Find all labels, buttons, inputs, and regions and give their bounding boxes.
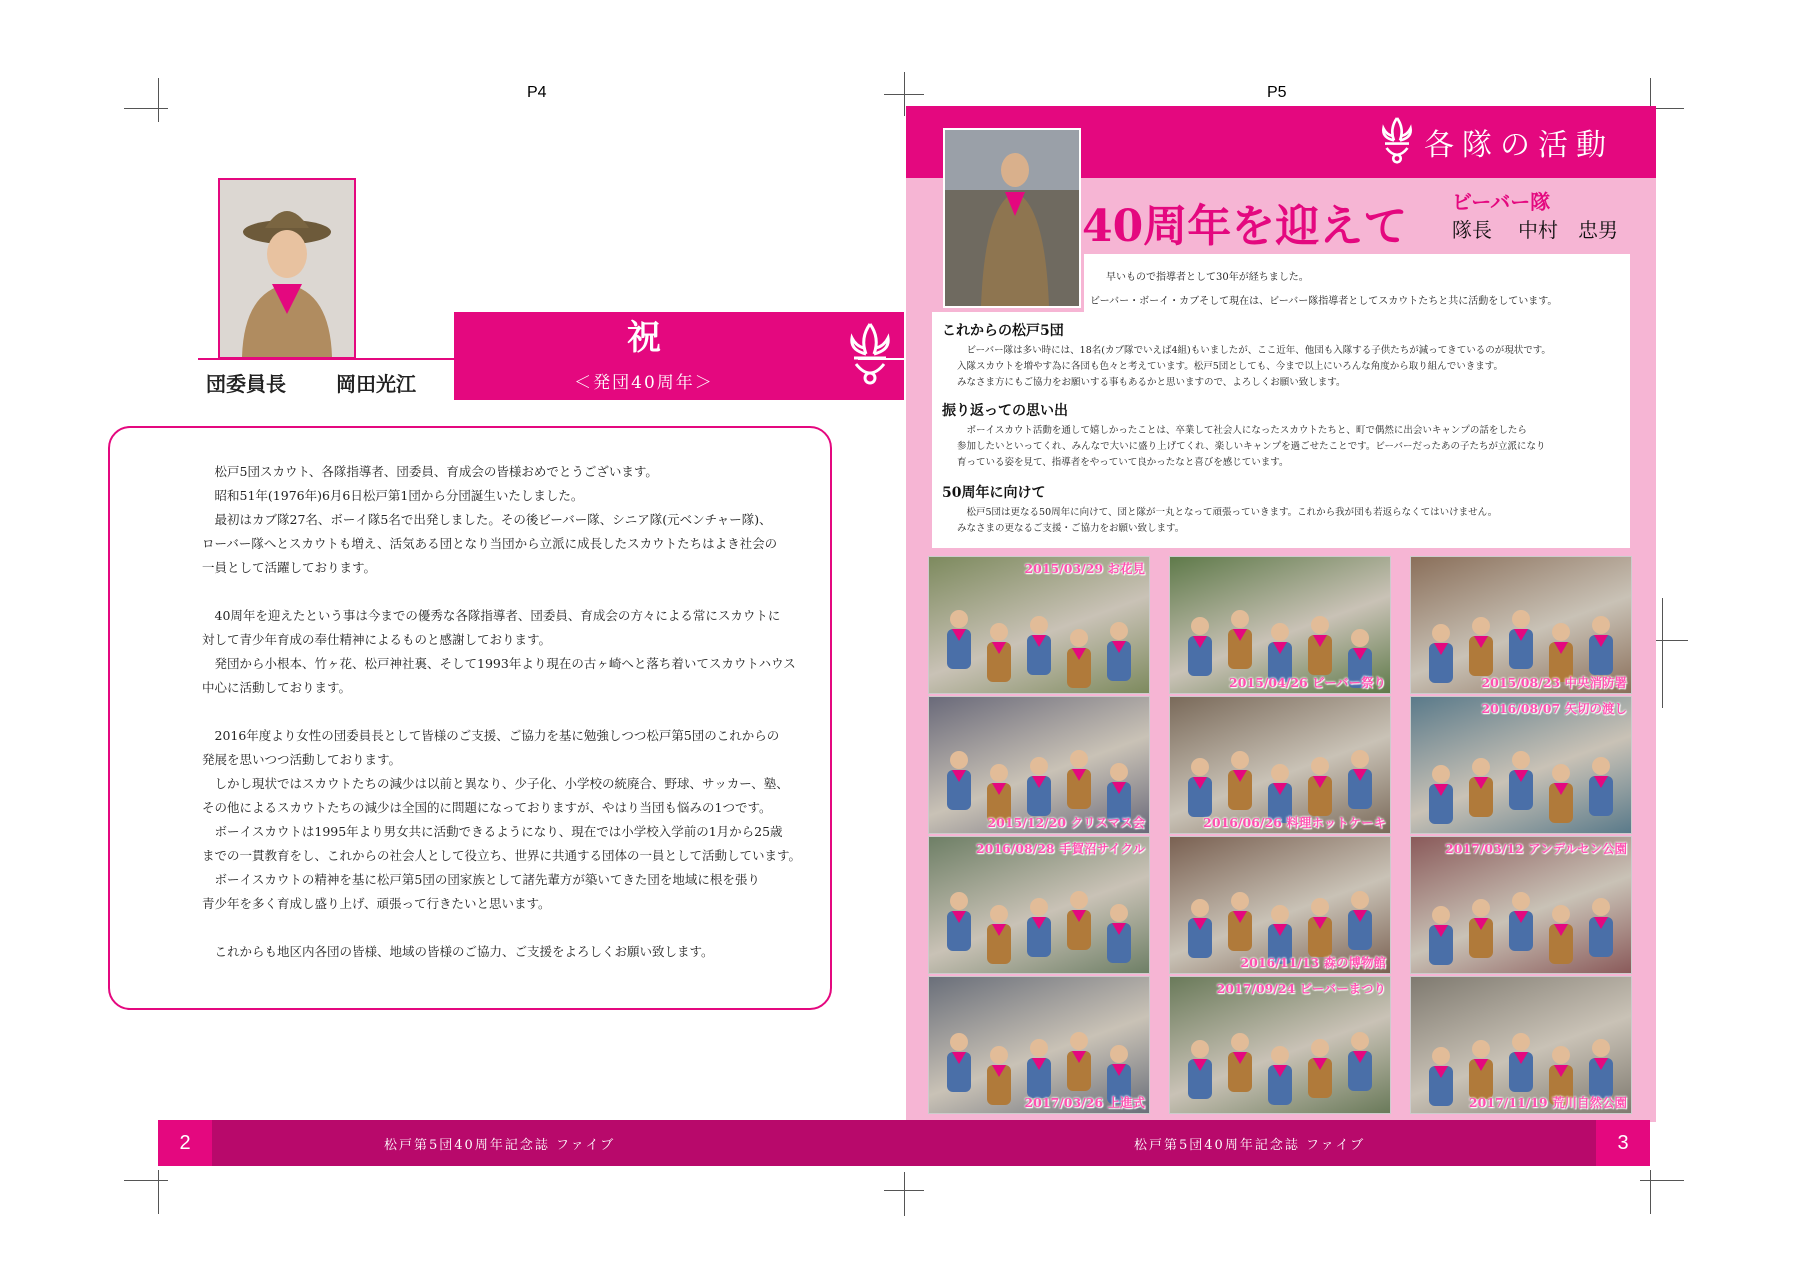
- message-line: 対して青少年育成の奉仕精神によるものと感謝しております。: [202, 632, 552, 647]
- activity-photo: [928, 976, 1150, 1114]
- message-line: しかし現状ではスカウトたちの減少は以前と異なり、少子化、小学校の統廃合、野球、サッカー、塾、: [202, 776, 789, 791]
- photo-caption: 2017/11/19 荒川自然公園: [1468, 1095, 1627, 1110]
- message-line: 発団から小根本、竹ヶ花、松戸神社裏、そして1993年より現在の古ヶ崎へと落ち着いてスカウトハウス: [202, 656, 796, 671]
- message-line: 最初はカブ隊27名、ボーイ隊5名で出発しました。その後ビーバー隊、シニア隊(元ベンチャー隊)、: [202, 512, 772, 527]
- group-photo-icon: [1411, 697, 1631, 833]
- page-label-left: P4: [527, 84, 547, 101]
- message-line: ボーイスカウトの精神を基に松戸第5団の団家族として諸先輩方が築いてきた団を地域に根を張り: [202, 872, 760, 887]
- person-photo-icon: [220, 180, 354, 357]
- message-box: [108, 426, 832, 1010]
- header-rule: [198, 358, 454, 360]
- group-photo-icon: [1170, 977, 1390, 1113]
- message-line: その他によるスカウトたちの減少は全国的に問題になっておりますが、やはり当団も悩みの1つです。: [202, 800, 772, 815]
- section-heading: これからの松戸5団: [942, 323, 1064, 339]
- photo-caption: 2015/04/26 ビーバー祭り: [1229, 675, 1386, 690]
- section-line: 育っている姿を見て、指導者をやっていて良かったなと喜びを感じています。: [957, 457, 1289, 468]
- message-line: 40周年を迎えたという事は今までの優秀な各隊指導者、団委員、育成会の方々による常にスカウトに: [202, 608, 781, 623]
- message-line: 昭和51年(1976年)6月6日松戸第1団から分団誕生いたしました。: [202, 488, 584, 503]
- section-line: みなさまの更なるご支援・ご協力をお願い致します。: [957, 523, 1185, 534]
- section-title: 各隊の活動: [1424, 128, 1614, 163]
- celebration-header: [454, 312, 904, 400]
- section-line: みなさま方にもご協力をお願いする事もあるかと思いますので、よろしくお願い致します。: [957, 377, 1346, 388]
- page-number-right: 3: [1596, 1120, 1650, 1166]
- activity-photo: [1169, 976, 1391, 1114]
- footer-bar: [158, 1120, 1650, 1166]
- activity-photo: [1410, 556, 1632, 694]
- photo-caption: 2015/12/20 クリスマス会: [987, 815, 1145, 830]
- scout-emblem-icon: [1379, 114, 1415, 170]
- headline: 40周年を迎えて: [1082, 201, 1408, 252]
- photo-caption: 2016/08/07 矢切の渡し: [1481, 701, 1627, 716]
- section-line: ビーバー隊は多い時には、18名(カブ隊でいえば4組)もいましたが、ここ近年、他団も入隊する子供たちが減ってきているのが現状です。: [957, 345, 1551, 356]
- section-line: 松戸5団は更なる50周年に向けて、団と隊が一丸となって頑張っていきます。これから我が団も若返らなくてはいけません。: [957, 507, 1498, 518]
- photo-caption: 2015/08/23 中央消防署: [1481, 675, 1627, 690]
- activity-photo: [1410, 836, 1632, 974]
- footer-publication-left: 松戸第5団40周年記念誌 ファイブ: [384, 1138, 616, 1153]
- activity-photo: [1410, 696, 1632, 834]
- photo-caption: 2016/11/13 森の博物館: [1240, 955, 1386, 970]
- section-heading: 50周年に向けて: [942, 485, 1046, 501]
- section-line: ボーイスカウト活動を通して嬉しかったことは、卒業して社会人になったスカウトたちと、町で偶然に出会いキャンプの話をしたら: [957, 425, 1527, 436]
- footer-publication-right: 松戸第5団40周年記念誌 ファイブ: [1134, 1138, 1366, 1153]
- unit-name: ビーバー隊: [1452, 190, 1551, 214]
- message-line: ボーイスカウトは1995年より男女共に活動できるようになり、現在では小学校入学前の1月から25歳: [202, 824, 783, 839]
- activity-photo: [1169, 836, 1391, 974]
- group-photo-icon: [1411, 837, 1631, 973]
- section-heading: 振り返っての思い出: [942, 403, 1068, 419]
- intro-line: 早いもので指導者として30年が経ちました。: [1106, 272, 1309, 283]
- page-label-right: P5: [1267, 84, 1287, 101]
- message-line: 2016年度より女性の団委員長として皆様のご支援、ご協力を基に勉強しつつ松戸第5団のこれからの: [202, 728, 780, 743]
- leader-portrait: [943, 128, 1081, 308]
- message-line: 松戸5団スカウト、各隊指導者、団委員、育成会の皆様おめでとうございます。: [202, 464, 658, 479]
- message-line: 一員として活躍しております。: [202, 560, 377, 575]
- intro-line: ビーバー・ボーイ・カブそして現在は、ビーバー隊指導者としてスカウトたちと共に活動をしています。: [1090, 296, 1558, 307]
- activity-photo: [1169, 556, 1391, 694]
- message-line: 青少年を多く育成し盛り上げ、頑張って行きたいと思います。: [202, 896, 551, 911]
- photo-caption: 2016/06/26 料理ホットケーキ: [1203, 815, 1386, 830]
- photo-caption: 2017/09/24 ビーバーまつり: [1216, 981, 1386, 996]
- scout-emblem-icon: [846, 320, 894, 392]
- president-portrait: [218, 178, 356, 359]
- photo-grid: [928, 556, 1630, 1112]
- header-subtitle: ＜発団40周年＞: [574, 372, 714, 393]
- message-line: 中心に活動しております。: [202, 680, 352, 695]
- photo-caption: 2017/03/12 アンデルセン公園: [1445, 841, 1627, 856]
- message-line: までの一貫教育をし、これからの社会人として役立ち、世界に共通する団体の一員として活動しています。: [202, 848, 802, 863]
- message-line: これからも地区内各団の皆様、地域の皆様のご協力、ご支援をよろしくお願い致します。: [202, 944, 714, 959]
- activity-photo: [1410, 976, 1632, 1114]
- section-line: 入隊スカウトを増やす為に各団も色々と考えています。松戸5団としても、今まで以上にいろんな角度から取り組んでいきます。: [957, 361, 1504, 372]
- person-photo-icon: [945, 130, 1079, 306]
- activity-photo: [928, 836, 1150, 974]
- signature-role: 団委員長: [206, 372, 286, 396]
- group-photo-icon: [929, 557, 1149, 693]
- article-box: [932, 312, 1630, 548]
- message-line: 発展を思いつつ活動しております。: [202, 752, 402, 767]
- activity-photo: [1169, 696, 1391, 834]
- photo-caption: 2016/08/28 手賀沼サイクル: [975, 841, 1145, 856]
- photo-caption: 2017/03/26 上進式: [1024, 1095, 1145, 1110]
- photo-caption: 2015/03/29 お花見: [1024, 561, 1145, 576]
- section-line: 参加したいといってくれ、みんなで大いに盛り上げてくれ、楽しいキャンプを過ごせたことです。ビーバーだったあの子たちが立派になり: [957, 441, 1546, 452]
- activity-photo: [928, 696, 1150, 834]
- page-number-left: 2: [158, 1120, 212, 1166]
- leader-name: 中村 忠男: [1518, 218, 1618, 242]
- signature-name: 岡田光江: [336, 372, 416, 396]
- leader-role: 隊長: [1452, 218, 1492, 242]
- group-photo-icon: [929, 837, 1149, 973]
- message-line: ローバー隊へとスカウトも増え、活気ある団となり当団から立派に成長したスカウトたちはよき社会の: [202, 536, 778, 551]
- activity-photo: [928, 556, 1150, 694]
- header-title: 祝: [627, 317, 661, 358]
